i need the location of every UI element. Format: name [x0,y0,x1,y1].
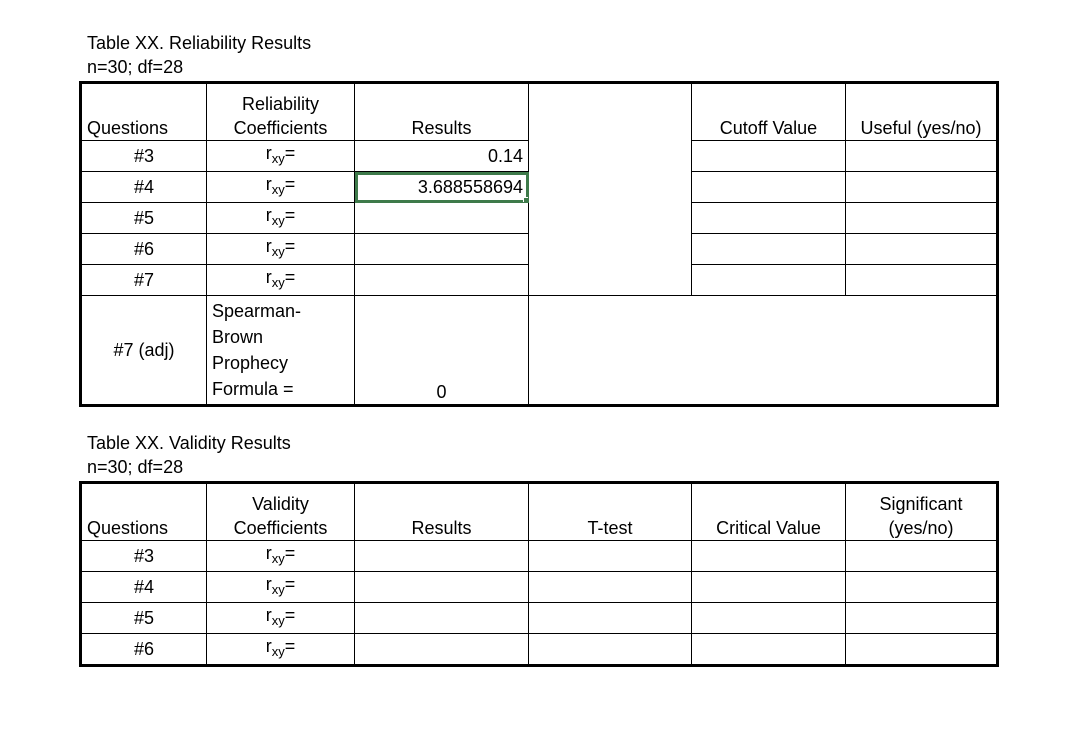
useful-cell[interactable] [846,203,998,234]
coefficient-label[interactable]: $r_{xy}=$ [207,634,355,666]
blank-cell[interactable] [529,203,692,234]
header-t-test[interactable]: T-test [529,483,692,541]
validity-table [79,481,999,667]
spearman-brown-label[interactable]: Spearman- Brown Prophecy Formula = [207,296,355,406]
cutoff-cell[interactable] [692,265,846,296]
result-cell[interactable] [355,203,529,234]
useful-cell[interactable] [846,172,998,203]
reliability-table-title: Table XX. Reliability Results [87,33,312,53]
cutoff-cell[interactable] [692,141,846,172]
result-cell[interactable] [355,634,529,666]
critical-value-cell[interactable] [692,541,846,572]
header-reliability-coefficients[interactable]: Reliability Coefficients [207,83,355,141]
table-row-question-adj[interactable]: #7 (adj) [81,296,207,406]
blank-cell[interactable] [529,172,692,203]
critical-value-cell[interactable] [692,634,846,666]
header-significant[interactable]: Significant (yes/no) [846,483,998,541]
header-validity-coefficients[interactable]: Validity Coefficients [207,483,355,541]
blank-cell[interactable] [529,265,692,296]
header-critical-value[interactable]: Critical Value [692,483,846,541]
result-cell[interactable]: 0.14 [355,141,529,172]
coefficient-label[interactable]: $r_{xy}=$ [207,172,355,203]
selected-result-cell[interactable]: 3.688558694 [355,172,529,203]
coefficient-label[interactable]: $r_{xy}=$ [207,234,355,265]
header-cutoff-value[interactable]: Cutoff Value [692,83,846,141]
reliability-table-subtitle: n=30; df=28 [87,57,184,77]
cutoff-cell[interactable] [692,234,846,265]
critical-value-cell[interactable] [692,603,846,634]
significant-cell[interactable] [846,541,998,572]
useful-cell[interactable] [846,265,998,296]
fill-handle[interactable] [523,197,529,203]
result-cell[interactable] [355,265,529,296]
blank-cell[interactable] [529,234,692,265]
validity-table-subtitle: n=30; df=28 [87,457,184,477]
cutoff-cell[interactable] [692,203,846,234]
t-test-cell[interactable] [529,634,692,666]
table-row-question[interactable]: #7 [81,265,207,296]
table-row-question[interactable]: #5 [81,603,207,634]
table-row-question[interactable]: #3 [81,541,207,572]
result-cell[interactable] [355,541,529,572]
adj-result-cell[interactable]: 0 [355,296,529,406]
table-row-question[interactable]: #6 [81,234,207,265]
table-row-question[interactable]: #6 [81,634,207,666]
coefficient-label[interactable]: $r_{xy}=$ [207,265,355,296]
significant-cell[interactable] [846,603,998,634]
header-results[interactable]: Results [355,83,529,141]
coefficient-label[interactable]: $r_{xy}=$ [207,603,355,634]
header-questions[interactable]: Questions [81,483,207,541]
cutoff-cell[interactable] [692,172,846,203]
table-row-question[interactable]: #4 [81,572,207,603]
t-test-cell[interactable] [529,541,692,572]
validity-table-title: Table XX. Validity Results [87,433,291,453]
useful-cell[interactable] [846,234,998,265]
coefficient-label[interactable]: $r_{xy}=$ [207,203,355,234]
t-test-cell[interactable] [529,572,692,603]
significant-cell[interactable] [846,634,998,666]
blank-merged-cell[interactable] [529,296,998,406]
coefficient-label[interactable]: $r_{xy}=$ [207,141,355,172]
table-row-question[interactable]: #5 [81,203,207,234]
header-questions[interactable]: Questions [81,83,207,141]
result-cell[interactable] [355,603,529,634]
reliability-table [79,81,999,407]
useful-cell[interactable] [846,141,998,172]
t-test-cell[interactable] [529,603,692,634]
table-row-question[interactable]: #3 [81,141,207,172]
header-results[interactable]: Results [355,483,529,541]
blank-cell[interactable] [529,83,692,141]
critical-value-cell[interactable] [692,572,846,603]
result-cell[interactable] [355,234,529,265]
table-row-question[interactable]: #4 [81,172,207,203]
significant-cell[interactable] [846,572,998,603]
result-cell[interactable] [355,572,529,603]
coefficient-label[interactable]: $r_{xy}=$ [207,572,355,603]
blank-cell[interactable] [529,141,692,172]
header-useful[interactable]: Useful (yes/no) [846,83,998,141]
coefficient-label[interactable]: $r_{xy}=$ [207,541,355,572]
